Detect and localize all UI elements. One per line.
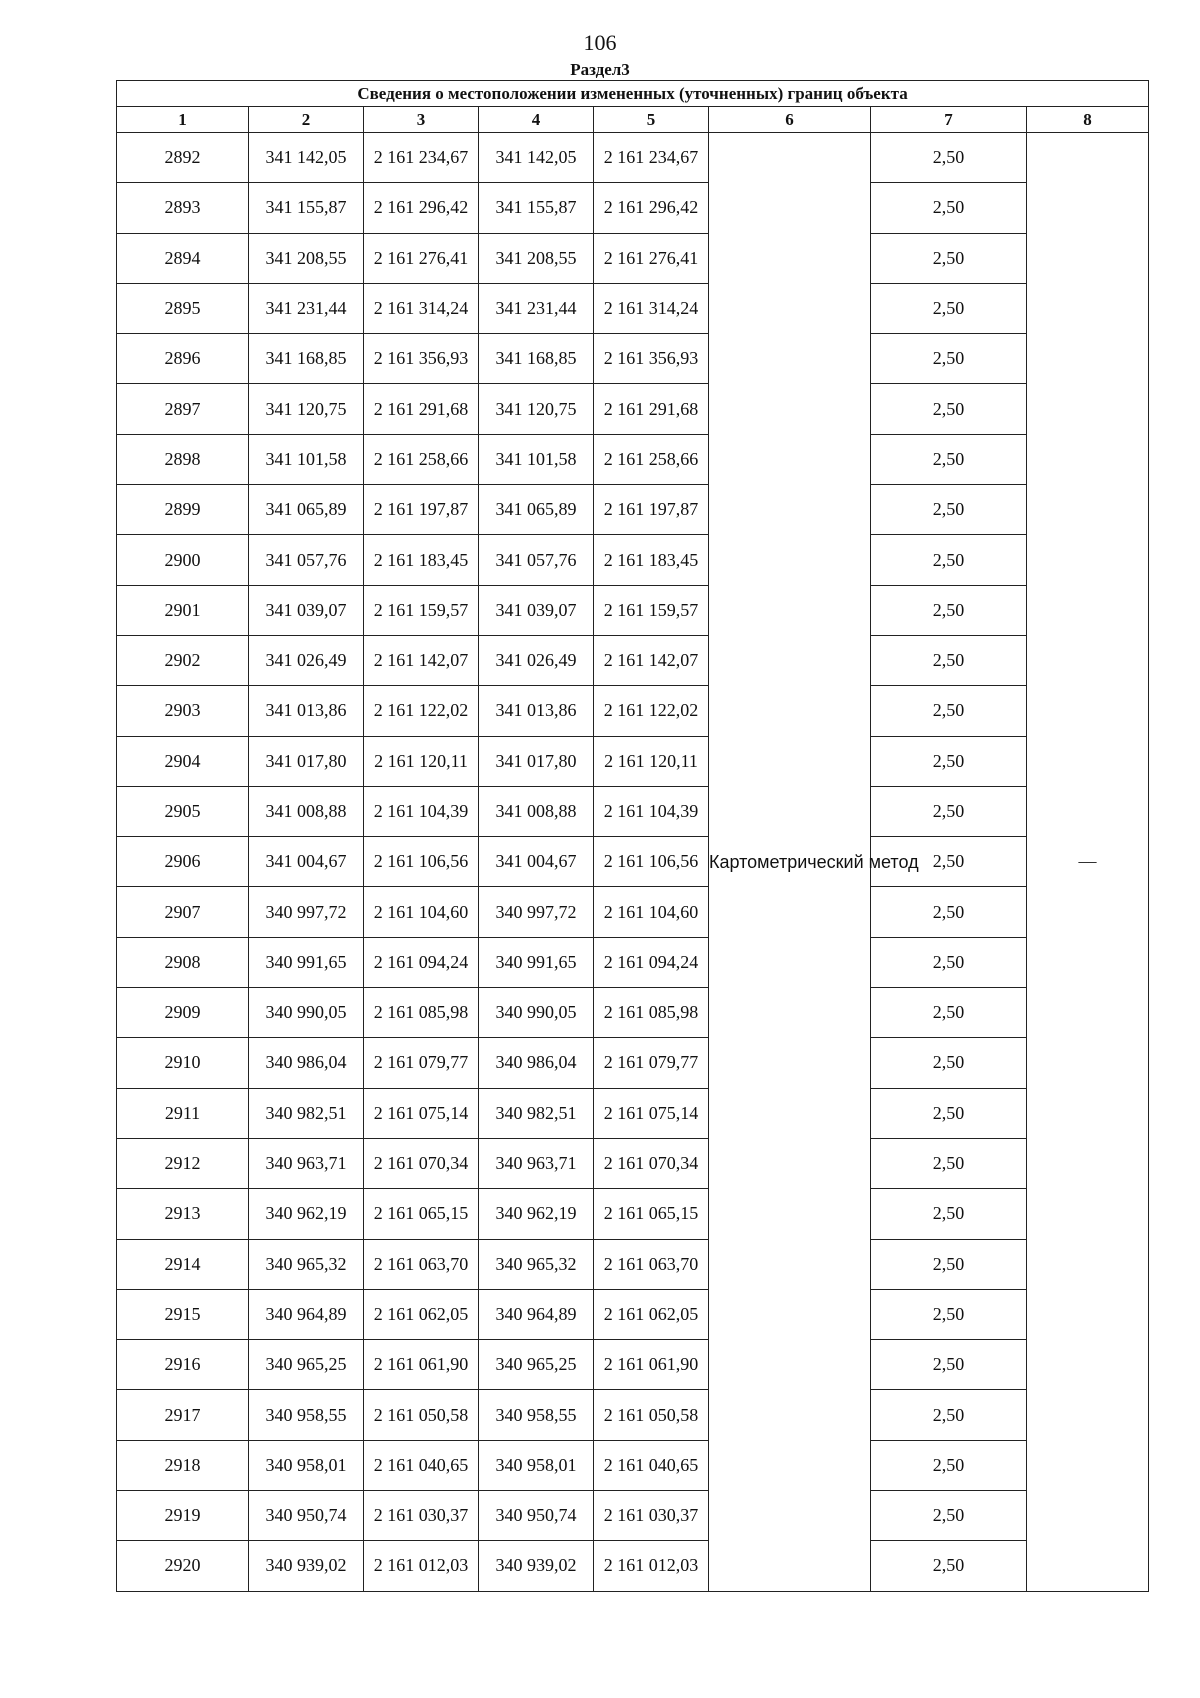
x-coordinate-new-cell: 340 990,05 <box>479 988 594 1038</box>
x-coordinate-new-cell: 341 057,76 <box>479 535 594 585</box>
y-coordinate-new-cell: 2 161 234,67 <box>594 133 709 183</box>
table-row <box>117 686 1149 736</box>
x-coordinate-new-cell: 341 013,86 <box>479 686 594 736</box>
note-cell: — <box>1027 133 1149 1592</box>
y-coordinate-cell: 2 161 291,68 <box>364 384 479 434</box>
x-coordinate-cell: 340 982,51 <box>249 1088 364 1138</box>
accuracy-cell: 2,50 <box>871 887 1027 937</box>
y-coordinate-new-cell: 2 161 142,07 <box>594 635 709 685</box>
column-header-row <box>117 107 1149 133</box>
y-coordinate-cell: 2 161 183,45 <box>364 535 479 585</box>
y-coordinate-cell: 2 161 063,70 <box>364 1239 479 1289</box>
point-number-cell: 2898 <box>117 434 249 484</box>
point-number-cell: 2903 <box>117 686 249 736</box>
x-coordinate-new-cell: 340 962,19 <box>479 1189 594 1239</box>
y-coordinate-new-cell: 2 161 062,05 <box>594 1289 709 1339</box>
table-row <box>117 937 1149 987</box>
y-coordinate-new-cell: 2 161 258,66 <box>594 434 709 484</box>
x-coordinate-new-cell: 341 231,44 <box>479 283 594 333</box>
point-number-cell: 2899 <box>117 485 249 535</box>
column-header: 4 <box>479 107 594 133</box>
y-coordinate-new-cell: 2 161 159,57 <box>594 585 709 635</box>
table-caption: Сведения о местоположении измененных (уточненных) границ объекта <box>117 81 1149 107</box>
table-row <box>117 434 1149 484</box>
table-row <box>117 1138 1149 1188</box>
y-coordinate-new-cell: 2 161 079,77 <box>594 1038 709 1088</box>
table-row <box>117 736 1149 786</box>
point-number-cell: 2896 <box>117 334 249 384</box>
point-number-cell: 2907 <box>117 887 249 937</box>
y-coordinate-cell: 2 161 070,34 <box>364 1138 479 1188</box>
y-coordinate-new-cell: 2 161 314,24 <box>594 283 709 333</box>
y-coordinate-new-cell: 2 161 094,24 <box>594 937 709 987</box>
x-coordinate-cell: 340 964,89 <box>249 1289 364 1339</box>
accuracy-cell: 2,50 <box>871 1390 1027 1440</box>
y-coordinate-cell: 2 161 085,98 <box>364 988 479 1038</box>
table-row <box>117 1239 1149 1289</box>
table-row <box>117 1038 1149 1088</box>
table-row <box>117 837 1149 887</box>
y-coordinate-new-cell: 2 161 104,60 <box>594 887 709 937</box>
accuracy-cell: 2,50 <box>871 233 1027 283</box>
table-row <box>117 1541 1149 1591</box>
x-coordinate-cell: 340 958,01 <box>249 1440 364 1490</box>
y-coordinate-new-cell: 2 161 070,34 <box>594 1138 709 1188</box>
table-row <box>117 283 1149 333</box>
x-coordinate-cell: 341 017,80 <box>249 736 364 786</box>
table-row <box>117 786 1149 836</box>
table-row <box>117 384 1149 434</box>
table-body <box>117 133 1149 1592</box>
x-coordinate-new-cell: 341 017,80 <box>479 736 594 786</box>
point-number-cell: 2893 <box>117 183 249 233</box>
x-coordinate-new-cell: 341 026,49 <box>479 635 594 685</box>
y-coordinate-cell: 2 161 040,65 <box>364 1440 479 1490</box>
accuracy-cell: 2,50 <box>871 1138 1027 1188</box>
x-coordinate-new-cell: 341 008,88 <box>479 786 594 836</box>
y-coordinate-cell: 2 161 104,60 <box>364 887 479 937</box>
y-coordinate-new-cell: 2 161 065,15 <box>594 1189 709 1239</box>
table-row <box>117 585 1149 635</box>
x-coordinate-cell: 341 008,88 <box>249 786 364 836</box>
table-row <box>117 485 1149 535</box>
point-number-cell: 2918 <box>117 1440 249 1490</box>
y-coordinate-new-cell: 2 161 063,70 <box>594 1239 709 1289</box>
y-coordinate-new-cell: 2 161 104,39 <box>594 786 709 836</box>
point-number-cell: 2909 <box>117 988 249 1038</box>
point-number-cell: 2908 <box>117 937 249 987</box>
table-row <box>117 233 1149 283</box>
table-row <box>117 1088 1149 1138</box>
y-coordinate-cell: 2 161 061,90 <box>364 1340 479 1390</box>
x-coordinate-new-cell: 341 101,58 <box>479 434 594 484</box>
x-coordinate-new-cell: 340 965,25 <box>479 1340 594 1390</box>
y-coordinate-cell: 2 161 050,58 <box>364 1390 479 1440</box>
y-coordinate-cell: 2 161 296,42 <box>364 183 479 233</box>
accuracy-cell: 2,50 <box>871 283 1027 333</box>
table-row <box>117 334 1149 384</box>
page-number: 106 <box>583 30 617 55</box>
x-coordinate-cell: 341 013,86 <box>249 686 364 736</box>
x-coordinate-new-cell: 341 142,05 <box>479 133 594 183</box>
table-row <box>117 183 1149 233</box>
x-coordinate-cell: 341 057,76 <box>249 535 364 585</box>
table-row <box>117 1440 1149 1490</box>
x-coordinate-new-cell: 341 004,67 <box>479 837 594 887</box>
accuracy-cell: 2,50 <box>871 988 1027 1038</box>
accuracy-cell: 2,50 <box>871 837 1027 887</box>
point-number-cell: 2919 <box>117 1491 249 1541</box>
y-coordinate-new-cell: 2 161 197,87 <box>594 485 709 535</box>
accuracy-cell: 2,50 <box>871 1239 1027 1289</box>
x-coordinate-new-cell: 340 958,55 <box>479 1390 594 1440</box>
point-number-cell: 2906 <box>117 837 249 887</box>
y-coordinate-cell: 2 161 012,03 <box>364 1541 479 1591</box>
x-coordinate-cell: 340 958,55 <box>249 1390 364 1440</box>
accuracy-cell: 2,50 <box>871 786 1027 836</box>
y-coordinate-cell: 2 161 234,67 <box>364 133 479 183</box>
x-coordinate-new-cell: 340 965,32 <box>479 1239 594 1289</box>
accuracy-cell: 2,50 <box>871 635 1027 685</box>
coordinates-table <box>116 80 1149 1592</box>
y-coordinate-cell: 2 161 120,11 <box>364 736 479 786</box>
x-coordinate-cell: 340 962,19 <box>249 1189 364 1239</box>
x-coordinate-new-cell: 340 991,65 <box>479 937 594 987</box>
accuracy-cell: 2,50 <box>871 384 1027 434</box>
x-coordinate-cell: 340 950,74 <box>249 1491 364 1541</box>
section-title: Раздел3 <box>570 60 630 79</box>
y-coordinate-new-cell: 2 161 106,56 <box>594 837 709 887</box>
x-coordinate-new-cell: 340 964,89 <box>479 1289 594 1339</box>
point-number-cell: 2894 <box>117 233 249 283</box>
accuracy-cell: 2,50 <box>871 937 1027 987</box>
y-coordinate-cell: 2 161 106,56 <box>364 837 479 887</box>
y-coordinate-new-cell: 2 161 050,58 <box>594 1390 709 1440</box>
y-coordinate-new-cell: 2 161 012,03 <box>594 1541 709 1591</box>
accuracy-cell: 2,50 <box>871 535 1027 585</box>
x-coordinate-cell: 340 990,05 <box>249 988 364 1038</box>
accuracy-cell: 2,50 <box>871 334 1027 384</box>
y-coordinate-cell: 2 161 030,37 <box>364 1491 479 1541</box>
table-row <box>117 1340 1149 1390</box>
x-coordinate-cell: 340 991,65 <box>249 937 364 987</box>
y-coordinate-cell: 2 161 258,66 <box>364 434 479 484</box>
accuracy-cell: 2,50 <box>871 1189 1027 1239</box>
x-coordinate-new-cell: 341 208,55 <box>479 233 594 283</box>
method-cell: Картометрический метод <box>709 133 871 1592</box>
x-coordinate-cell: 340 939,02 <box>249 1541 364 1591</box>
x-coordinate-new-cell: 341 168,85 <box>479 334 594 384</box>
x-coordinate-cell: 341 142,05 <box>249 133 364 183</box>
x-coordinate-cell: 341 231,44 <box>249 283 364 333</box>
point-number-cell: 2911 <box>117 1088 249 1138</box>
y-coordinate-cell: 2 161 075,14 <box>364 1088 479 1138</box>
x-coordinate-cell: 341 026,49 <box>249 635 364 685</box>
y-coordinate-new-cell: 2 161 356,93 <box>594 334 709 384</box>
x-coordinate-cell: 340 986,04 <box>249 1038 364 1088</box>
y-coordinate-new-cell: 2 161 075,14 <box>594 1088 709 1138</box>
point-number-cell: 2913 <box>117 1189 249 1239</box>
y-coordinate-new-cell: 2 161 061,90 <box>594 1340 709 1390</box>
accuracy-cell: 2,50 <box>871 585 1027 635</box>
point-number-cell: 2910 <box>117 1038 249 1088</box>
table-row <box>117 535 1149 585</box>
y-coordinate-cell: 2 161 104,39 <box>364 786 479 836</box>
x-coordinate-new-cell: 340 939,02 <box>479 1541 594 1591</box>
x-coordinate-new-cell: 341 155,87 <box>479 183 594 233</box>
x-coordinate-cell: 340 965,25 <box>249 1340 364 1390</box>
point-number-cell: 2920 <box>117 1541 249 1591</box>
y-coordinate-cell: 2 161 065,15 <box>364 1189 479 1239</box>
x-coordinate-new-cell: 340 958,01 <box>479 1440 594 1490</box>
y-coordinate-cell: 2 161 094,24 <box>364 937 479 987</box>
y-coordinate-cell: 2 161 276,41 <box>364 233 479 283</box>
accuracy-cell: 2,50 <box>871 485 1027 535</box>
y-coordinate-cell: 2 161 356,93 <box>364 334 479 384</box>
x-coordinate-cell: 341 101,58 <box>249 434 364 484</box>
x-coordinate-cell: 340 997,72 <box>249 887 364 937</box>
x-coordinate-new-cell: 341 039,07 <box>479 585 594 635</box>
y-coordinate-cell: 2 161 197,87 <box>364 485 479 535</box>
point-number-cell: 2904 <box>117 736 249 786</box>
accuracy-cell: 2,50 <box>871 183 1027 233</box>
table-row <box>117 133 1149 183</box>
x-coordinate-new-cell: 340 950,74 <box>479 1491 594 1541</box>
point-number-cell: 2897 <box>117 384 249 434</box>
x-coordinate-cell: 341 208,55 <box>249 233 364 283</box>
x-coordinate-cell: 341 004,67 <box>249 837 364 887</box>
x-coordinate-new-cell: 340 963,71 <box>479 1138 594 1188</box>
accuracy-cell: 2,50 <box>871 1340 1027 1390</box>
accuracy-cell: 2,50 <box>871 1541 1027 1591</box>
table-row <box>117 1289 1149 1339</box>
point-number-cell: 2912 <box>117 1138 249 1188</box>
x-coordinate-new-cell: 341 065,89 <box>479 485 594 535</box>
y-coordinate-new-cell: 2 161 183,45 <box>594 535 709 585</box>
y-coordinate-cell: 2 161 314,24 <box>364 283 479 333</box>
y-coordinate-new-cell: 2 161 085,98 <box>594 988 709 1038</box>
accuracy-cell: 2,50 <box>871 1440 1027 1490</box>
point-number-cell: 2895 <box>117 283 249 333</box>
y-coordinate-new-cell: 2 161 120,11 <box>594 736 709 786</box>
accuracy-cell: 2,50 <box>871 1289 1027 1339</box>
x-coordinate-cell: 341 155,87 <box>249 183 364 233</box>
point-number-cell: 2900 <box>117 535 249 585</box>
x-coordinate-cell: 340 965,32 <box>249 1239 364 1289</box>
point-number-cell: 2901 <box>117 585 249 635</box>
accuracy-cell: 2,50 <box>871 133 1027 183</box>
accuracy-cell: 2,50 <box>871 434 1027 484</box>
point-number-cell: 2917 <box>117 1390 249 1440</box>
column-header: 7 <box>871 107 1027 133</box>
table-row <box>117 988 1149 1038</box>
table-row <box>117 635 1149 685</box>
accuracy-cell: 2,50 <box>871 1491 1027 1541</box>
point-number-cell: 2892 <box>117 133 249 183</box>
point-number-cell: 2916 <box>117 1340 249 1390</box>
x-coordinate-cell: 340 963,71 <box>249 1138 364 1188</box>
x-coordinate-cell: 341 039,07 <box>249 585 364 635</box>
table-caption-row <box>117 81 1149 107</box>
x-coordinate-cell: 341 120,75 <box>249 384 364 434</box>
x-coordinate-new-cell: 340 982,51 <box>479 1088 594 1138</box>
x-coordinate-cell: 341 168,85 <box>249 334 364 384</box>
x-coordinate-cell: 341 065,89 <box>249 485 364 535</box>
y-coordinate-cell: 2 161 079,77 <box>364 1038 479 1088</box>
point-number-cell: 2905 <box>117 786 249 836</box>
y-coordinate-cell: 2 161 062,05 <box>364 1289 479 1339</box>
accuracy-cell: 2,50 <box>871 1088 1027 1138</box>
y-coordinate-new-cell: 2 161 040,65 <box>594 1440 709 1490</box>
table-row <box>117 1189 1149 1239</box>
x-coordinate-new-cell: 341 120,75 <box>479 384 594 434</box>
x-coordinate-new-cell: 340 997,72 <box>479 887 594 937</box>
point-number-cell: 2915 <box>117 1289 249 1339</box>
table-row <box>117 1390 1149 1440</box>
column-header: 5 <box>594 107 709 133</box>
column-header: 2 <box>249 107 364 133</box>
point-number-cell: 2902 <box>117 635 249 685</box>
accuracy-cell: 2,50 <box>871 686 1027 736</box>
column-header: 6 <box>709 107 871 133</box>
table-row <box>117 1491 1149 1541</box>
y-coordinate-cell: 2 161 159,57 <box>364 585 479 635</box>
column-header: 3 <box>364 107 479 133</box>
accuracy-cell: 2,50 <box>871 1038 1027 1088</box>
y-coordinate-cell: 2 161 142,07 <box>364 635 479 685</box>
x-coordinate-new-cell: 340 986,04 <box>479 1038 594 1088</box>
table-row <box>117 887 1149 937</box>
y-coordinate-new-cell: 2 161 122,02 <box>594 686 709 736</box>
accuracy-cell: 2,50 <box>871 736 1027 786</box>
column-header: 1 <box>117 107 249 133</box>
y-coordinate-new-cell: 2 161 296,42 <box>594 183 709 233</box>
y-coordinate-new-cell: 2 161 030,37 <box>594 1491 709 1541</box>
column-header: 8 <box>1027 107 1149 133</box>
point-number-cell: 2914 <box>117 1239 249 1289</box>
y-coordinate-new-cell: 2 161 276,41 <box>594 233 709 283</box>
y-coordinate-cell: 2 161 122,02 <box>364 686 479 736</box>
y-coordinate-new-cell: 2 161 291,68 <box>594 384 709 434</box>
